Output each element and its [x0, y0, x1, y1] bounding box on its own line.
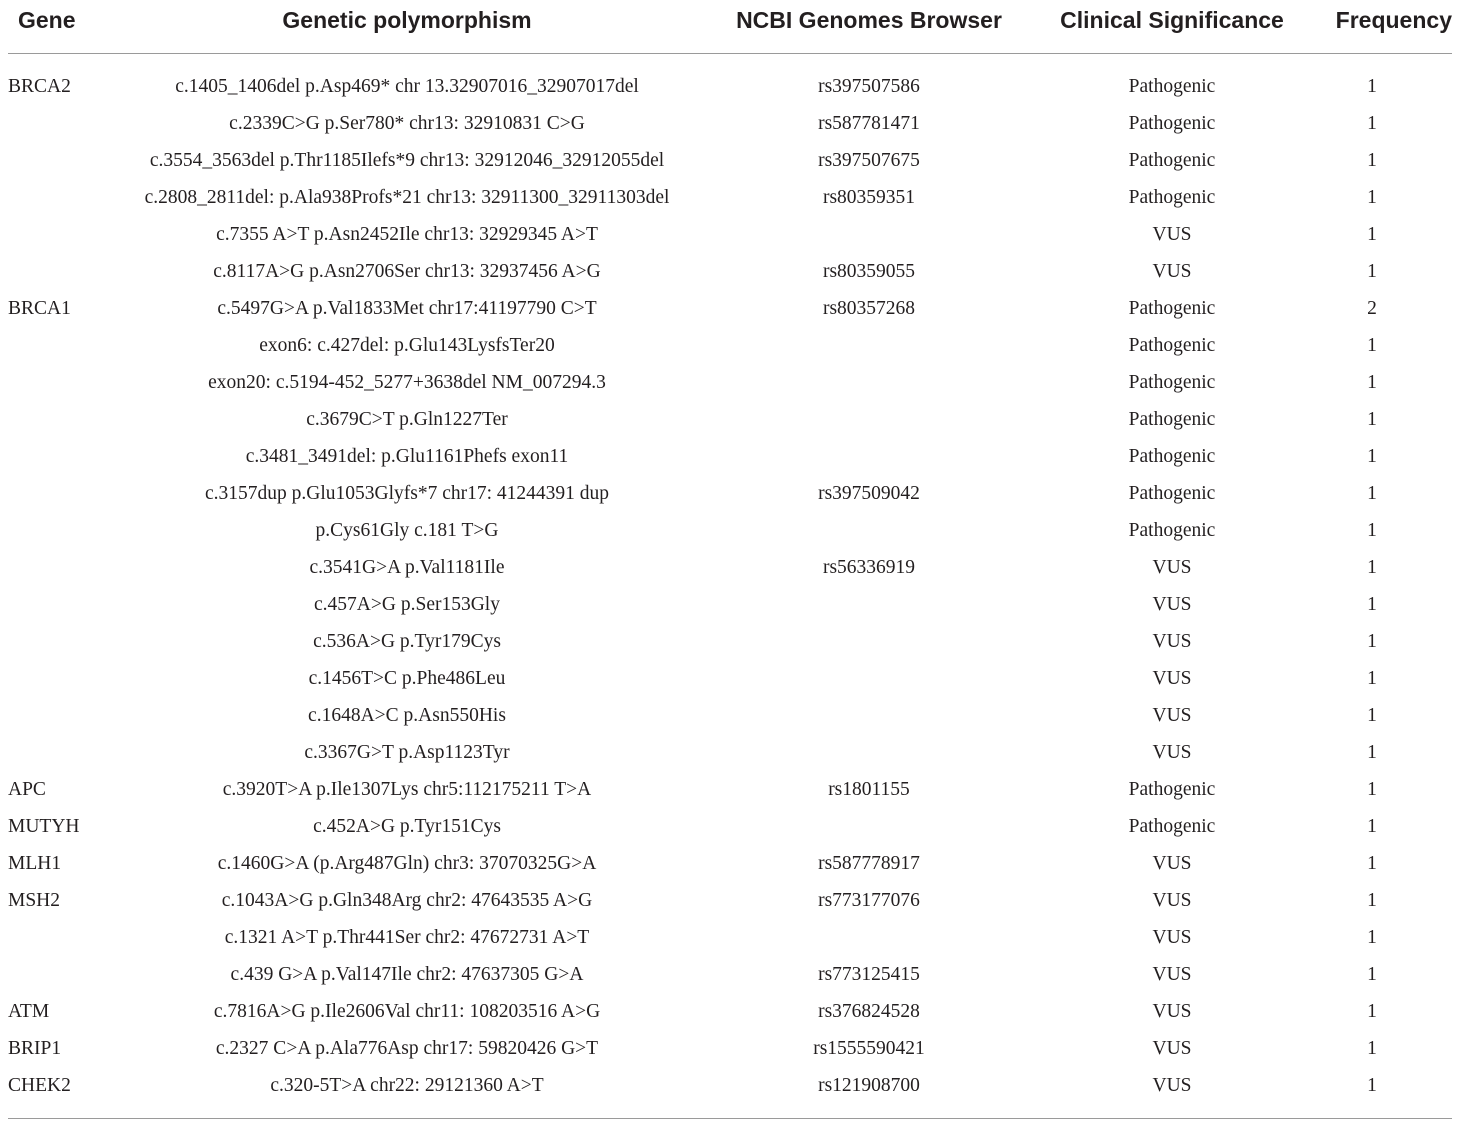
cell-polymorphism: c.7816A>G p.Ile2606Val chr11: 108203516 A>G	[213, 1000, 601, 1022]
cell-ncbi-id	[686, 438, 1052, 475]
cell-ncbi-id: rs376824528	[818, 1000, 920, 1022]
cell-gene	[8, 919, 128, 956]
cell-polymorphism: c.3367G>T p.Asp1123Tyr	[304, 741, 510, 763]
header-gene: Gene	[8, 0, 128, 54]
cell-frequency: 1	[1367, 334, 1377, 356]
cell-frequency: 1	[1367, 75, 1377, 97]
table-body	[8, 54, 1452, 1119]
cell-polymorphism: c.3679C>T p.Gln1227Ter	[306, 408, 508, 430]
cell-polymorphism: c.3920T>A p.Ile1307Lys chr5:112175211 T>A	[222, 778, 592, 800]
cell-frequency: 1	[1367, 260, 1377, 282]
cell-frequency: 1	[1367, 889, 1377, 911]
header-genetic-polymorphism: Genetic polymorphism	[128, 0, 686, 54]
cell-gene: BRIP1	[8, 1037, 62, 1059]
table-header	[8, 0, 1452, 54]
table-row	[8, 512, 1452, 549]
cell-ncbi-id	[686, 734, 1052, 771]
cell-polymorphism: c.1043A>G p.Gln348Arg chr2: 47643535 A>G	[221, 889, 593, 911]
cell-gene: MUTYH	[8, 815, 80, 837]
cell-frequency: 1	[1367, 186, 1377, 208]
table-row	[8, 882, 1452, 919]
cell-frequency: 1	[1367, 519, 1377, 541]
cell-ncbi-id	[686, 623, 1052, 660]
cell-polymorphism: c.439 G>A p.Val147Ile chr2: 47637305 G>A	[230, 963, 584, 985]
cell-gene	[8, 586, 128, 623]
cell-clinical-significance: Pathogenic	[1128, 149, 1216, 171]
table-row	[8, 142, 1452, 179]
cell-gene: BRCA2	[8, 75, 71, 97]
cell-gene	[8, 216, 128, 253]
cell-frequency: 1	[1367, 593, 1377, 615]
table-row	[8, 179, 1452, 216]
cell-polymorphism: c.2808_2811del: p.Ala938Profs*21 chr13: 32911300_32911303del	[144, 186, 670, 208]
cell-frequency: 1	[1367, 149, 1377, 171]
cell-ncbi-id: rs1555590421	[813, 1037, 925, 1059]
cell-clinical-significance: VUS	[1152, 926, 1192, 948]
cell-polymorphism: c.3481_3491del: p.Glu1161Phefs exon11	[245, 445, 569, 467]
table-row	[8, 364, 1452, 401]
cell-clinical-significance: Pathogenic	[1128, 371, 1216, 393]
cell-ncbi-id: rs1801155	[828, 778, 910, 800]
cell-ncbi-id	[686, 401, 1052, 438]
cell-clinical-significance: Pathogenic	[1128, 482, 1216, 504]
cell-clinical-significance: VUS	[1152, 556, 1192, 578]
header-clinical-significance: Clinical Significance	[1052, 0, 1292, 54]
cell-ncbi-id	[686, 512, 1052, 549]
cell-gene	[8, 253, 128, 290]
cell-frequency: 1	[1367, 556, 1377, 578]
cell-frequency: 1	[1367, 704, 1377, 726]
table-row	[8, 475, 1452, 512]
variants-table	[8, 0, 1452, 1119]
cell-gene	[8, 105, 128, 142]
table-row	[8, 956, 1452, 993]
cell-clinical-significance: VUS	[1152, 852, 1192, 874]
cell-ncbi-id	[686, 364, 1052, 401]
cell-clinical-significance: Pathogenic	[1128, 778, 1216, 800]
cell-polymorphism: c.2327 C>A p.Ala776Asp chr17: 59820426 G>T	[215, 1037, 599, 1059]
cell-ncbi-id: rs80359351	[822, 186, 916, 208]
cell-gene	[8, 734, 128, 771]
table-row	[8, 1030, 1452, 1067]
table-row	[8, 771, 1452, 808]
cell-ncbi-id: rs56336919	[822, 556, 916, 578]
cell-frequency: 1	[1292, 1067, 1452, 1119]
cell-clinical-significance: Pathogenic	[1128, 408, 1216, 430]
cell-clinical-significance: Pathogenic	[1128, 334, 1216, 356]
table-row	[8, 734, 1452, 771]
table-row	[8, 993, 1452, 1030]
cell-gene	[8, 438, 128, 475]
cell-clinical-significance: Pathogenic	[1128, 445, 1216, 467]
cell-polymorphism: c.3157dup p.Glu1053Glyfs*7 chr17: 41244391 dup	[204, 482, 610, 504]
cell-gene	[8, 475, 128, 512]
cell-ncbi-id: rs397507675	[818, 149, 920, 171]
cell-polymorphism: c.452A>G p.Tyr151Cys	[313, 815, 501, 837]
cell-clinical-significance: VUS	[1152, 260, 1192, 282]
cell-ncbi-id: rs587778917	[818, 852, 920, 874]
cell-frequency: 1	[1367, 1037, 1377, 1059]
table-row	[8, 919, 1452, 956]
cell-polymorphism: c.3554_3563del p.Thr1185Ilefs*9 chr13: 32912046_32912055del	[149, 149, 665, 171]
variants-table-container	[8, 0, 1452, 1119]
cell-frequency: 1	[1367, 926, 1377, 948]
cell-clinical-significance: Pathogenic	[1128, 815, 1216, 837]
cell-clinical-significance: VUS	[1152, 1000, 1192, 1022]
cell-frequency: 1	[1367, 778, 1377, 800]
cell-polymorphism: c.8117A>G p.Asn2706Ser chr13: 32937456 A>G	[213, 260, 601, 282]
table-row	[8, 54, 1452, 106]
cell-frequency: 1	[1367, 630, 1377, 652]
table-row	[8, 1067, 1452, 1119]
cell-clinical-significance: VUS	[1152, 889, 1192, 911]
cell-clinical-significance: VUS	[1152, 630, 1192, 652]
header-row	[8, 0, 1452, 54]
cell-frequency: 1	[1367, 223, 1377, 245]
cell-polymorphism: c.5497G>A p.Val1833Met chr17:41197790 C>T	[217, 297, 597, 319]
header-frequency: Frequency	[1292, 0, 1452, 54]
cell-polymorphism: c.536A>G p.Tyr179Cys	[313, 630, 501, 652]
table-row	[8, 586, 1452, 623]
cell-ncbi-id: rs121908700	[686, 1067, 1052, 1119]
table-row	[8, 216, 1452, 253]
cell-polymorphism: c.1321 A>T p.Thr441Ser chr2: 47672731 A>T	[224, 926, 590, 948]
cell-polymorphism: c.1456T>C p.Phe486Leu	[308, 667, 506, 689]
cell-frequency: 1	[1367, 1000, 1377, 1022]
table-row	[8, 549, 1452, 586]
cell-ncbi-id: rs80359055	[822, 260, 916, 282]
cell-clinical-significance: VUS	[1152, 223, 1192, 245]
table-row	[8, 660, 1452, 697]
table-row	[8, 697, 1452, 734]
cell-gene: CHEK2	[8, 1067, 128, 1119]
cell-polymorphism: c.320-5T>A chr22: 29121360 A>T	[128, 1067, 686, 1119]
cell-gene: MSH2	[8, 889, 61, 911]
table-row	[8, 438, 1452, 475]
cell-clinical-significance: Pathogenic	[1128, 297, 1216, 319]
cell-clinical-significance: VUS	[1152, 963, 1192, 985]
cell-polymorphism: c.1405_1406del p.Asp469* chr 13.32907016_32907017del	[175, 75, 639, 97]
cell-clinical-significance: VUS	[1152, 741, 1192, 763]
cell-ncbi-id	[686, 660, 1052, 697]
cell-gene	[8, 364, 128, 401]
cell-frequency: 1	[1367, 445, 1377, 467]
cell-gene	[8, 956, 128, 993]
cell-ncbi-id	[686, 697, 1052, 734]
cell-gene	[8, 179, 128, 216]
cell-clinical-significance: VUS	[1052, 1067, 1292, 1119]
cell-frequency: 2	[1367, 297, 1377, 319]
header-ncbi-genomes-browser: NCBI Genomes Browser	[686, 0, 1052, 54]
cell-clinical-significance: Pathogenic	[1128, 519, 1216, 541]
cell-gene	[8, 512, 128, 549]
cell-ncbi-id	[686, 586, 1052, 623]
table-row	[8, 253, 1452, 290]
table-row	[8, 105, 1452, 142]
cell-ncbi-id: rs773177076	[818, 889, 920, 911]
cell-clinical-significance: VUS	[1152, 1037, 1192, 1059]
cell-frequency: 1	[1367, 852, 1377, 874]
cell-polymorphism: c.1460G>A (p.Arg487Gln) chr3: 37070325G>A	[217, 852, 597, 874]
cell-gene: ATM	[8, 1000, 50, 1022]
cell-ncbi-id: rs397507586	[818, 75, 920, 97]
cell-frequency: 1	[1367, 482, 1377, 504]
cell-gene	[8, 401, 128, 438]
cell-gene: MLH1	[8, 852, 62, 874]
table-row	[8, 290, 1452, 327]
cell-gene	[8, 660, 128, 697]
cell-polymorphism: c.3541G>A p.Val1181Ile	[309, 556, 505, 578]
cell-polymorphism: c.7355 A>T p.Asn2452Ile chr13: 32929345 A>T	[216, 223, 598, 245]
cell-frequency: 1	[1367, 963, 1377, 985]
cell-ncbi-id: rs397509042	[818, 482, 920, 504]
table-row	[8, 401, 1452, 438]
cell-clinical-significance: Pathogenic	[1128, 75, 1216, 97]
cell-gene	[8, 327, 128, 364]
table-row	[8, 845, 1452, 882]
cell-frequency: 1	[1367, 667, 1377, 689]
cell-ncbi-id: rs587781471	[818, 112, 920, 134]
cell-gene	[8, 623, 128, 660]
cell-frequency: 1	[1367, 408, 1377, 430]
cell-gene	[8, 549, 128, 586]
cell-polymorphism: c.2339C>G p.Ser780* chr13: 32910831 C>G	[229, 112, 585, 134]
cell-clinical-significance: VUS	[1152, 704, 1192, 726]
cell-gene: BRCA1	[8, 297, 71, 319]
cell-frequency: 1	[1367, 112, 1377, 134]
cell-ncbi-id	[686, 808, 1052, 845]
cell-polymorphism: exon20: c.5194-452_5277+3638del NM_007294.3	[208, 371, 606, 393]
cell-polymorphism: c.457A>G p.Ser153Gly	[314, 593, 500, 615]
table-row	[8, 327, 1452, 364]
table-row	[8, 623, 1452, 660]
cell-ncbi-id	[686, 216, 1052, 253]
cell-clinical-significance: Pathogenic	[1128, 186, 1216, 208]
cell-clinical-significance: VUS	[1152, 667, 1192, 689]
cell-frequency: 1	[1367, 741, 1377, 763]
cell-frequency: 1	[1367, 815, 1377, 837]
cell-ncbi-id: rs80357268	[822, 297, 916, 319]
cell-clinical-significance: VUS	[1152, 593, 1192, 615]
cell-ncbi-id	[686, 327, 1052, 364]
cell-gene	[8, 697, 128, 734]
cell-polymorphism: p.Cys61Gly c.181 T>G	[315, 519, 499, 541]
cell-gene: APC	[8, 778, 46, 800]
cell-polymorphism: c.1648A>C p.Asn550His	[308, 704, 506, 726]
cell-polymorphism: exon6: c.427del: p.Glu143LysfsTer20	[259, 334, 555, 356]
table-row	[8, 808, 1452, 845]
cell-clinical-significance: Pathogenic	[1128, 112, 1216, 134]
cell-frequency: 1	[1367, 371, 1377, 393]
cell-ncbi-id: rs773125415	[818, 963, 920, 985]
cell-ncbi-id	[686, 919, 1052, 956]
cell-gene	[8, 142, 128, 179]
